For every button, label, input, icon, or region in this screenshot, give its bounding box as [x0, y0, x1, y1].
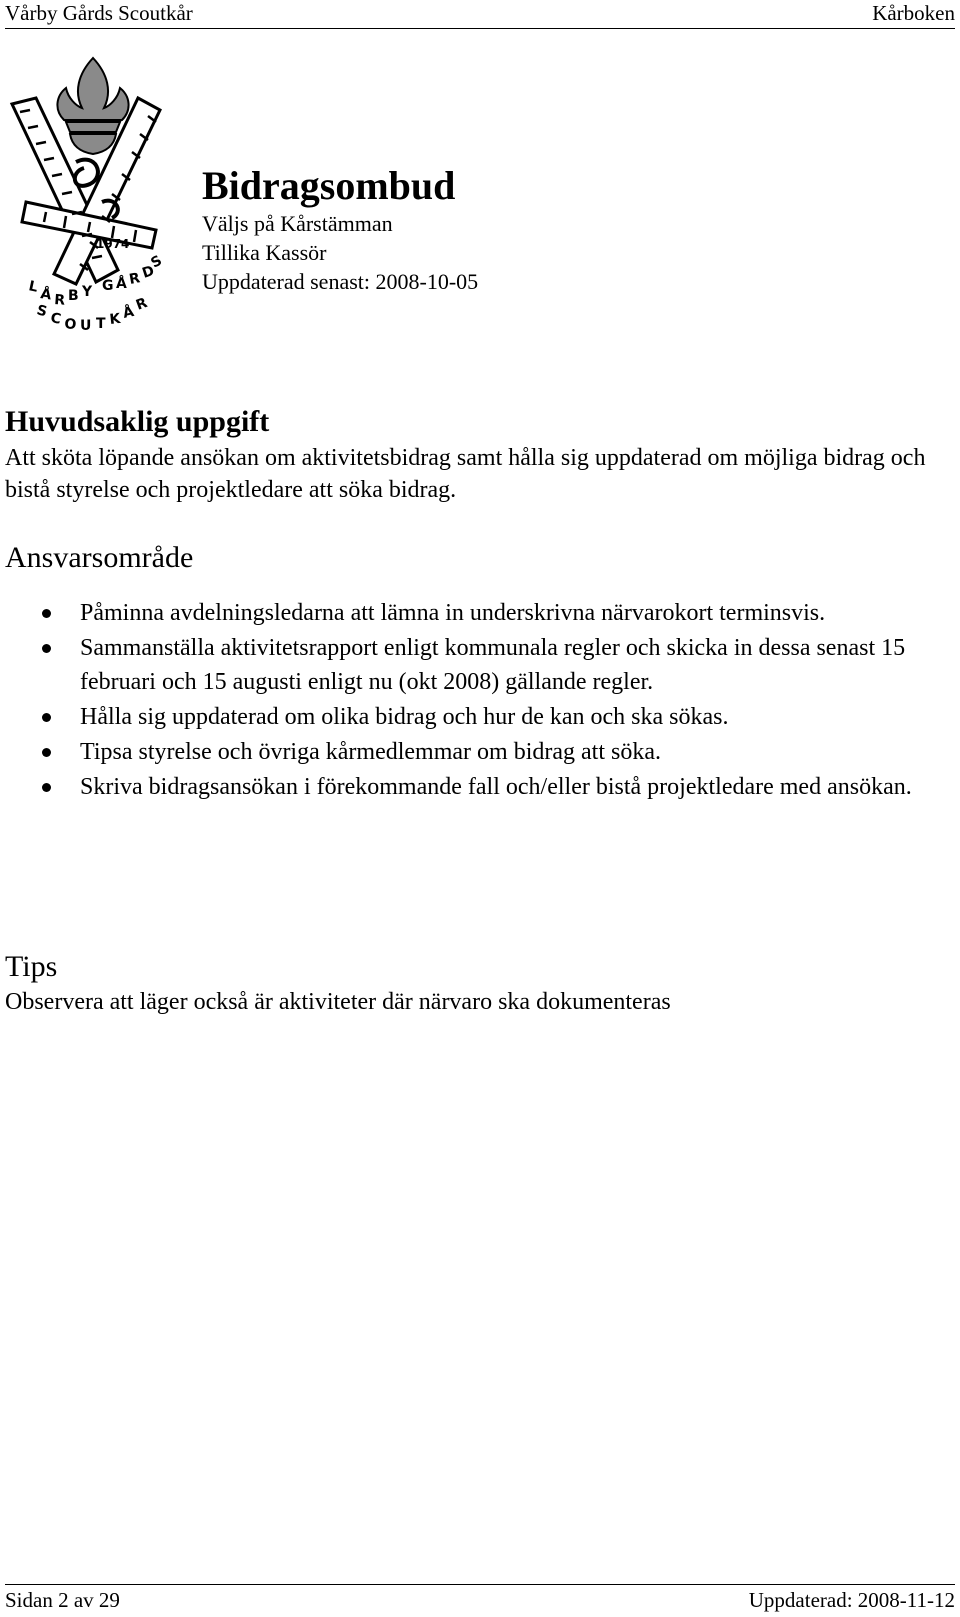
svg-text:D: D: [140, 262, 157, 282]
svg-text:K: K: [108, 310, 122, 328]
role-title: Bidragsombud: [202, 163, 456, 208]
svg-text:Å: Å: [116, 276, 127, 292]
list-item: Skriva bidragsansökan i förekommande fall och/eller bistå projektledare med ansökan.: [0, 770, 940, 804]
page-footer: [5, 1584, 955, 1615]
role-also: Tillika Kassör: [202, 240, 327, 265]
svg-text:U: U: [80, 318, 92, 334]
svg-text:Å: Å: [121, 304, 136, 322]
footer-updated: Uppdaterad: 2008-11-12: [748, 1588, 955, 1612]
bullet-icon: [42, 609, 51, 618]
footer-page-number: Sidan 2 av 29: [5, 1588, 120, 1612]
svg-text:T: T: [96, 316, 106, 332]
main-task-text: Att sköta löpande ansökan om aktivitetsbidrag samt hålla sig uppdaterad om möjliga bidrag och bistå styrelse och projektledare att söka bidrag.: [5, 445, 926, 503]
svg-text:S: S: [148, 252, 165, 272]
role-updated: Uppdaterad senast: 2008-10-05: [202, 269, 479, 294]
list-item: Hålla sig uppdaterad om olika bidrag och hur de kan och ska sökas.: [0, 700, 940, 734]
list-item: Sammanställa aktivitetsrapport enligt kommunala regler och skicka in dessa senast 15 februari och 15 augusti enligt nu (okt 2008) gällande regler.: [0, 631, 940, 699]
scout-emblem-icon: [6, 52, 180, 344]
page-header: [5, 0, 955, 29]
header-organization: Vårby Gårds Scoutkår: [5, 1, 193, 25]
svg-text:C: C: [49, 310, 63, 328]
svg-text:S: S: [35, 302, 49, 321]
logo-year: 1974: [96, 237, 130, 251]
role-title-block: [202, 163, 478, 296]
role-elected: Väljs på Kårstämman: [202, 211, 393, 236]
svg-text:O: O: [63, 316, 78, 334]
scout-logo: [6, 52, 180, 344]
main-task-heading: Huvudsaklig uppgift: [5, 405, 270, 438]
bullet-icon: [42, 644, 51, 653]
responsibilities-heading: Ansvarsområde: [5, 541, 194, 574]
svg-text:R: R: [127, 270, 142, 288]
tips-heading: Tips: [5, 950, 58, 983]
list-item: Påminna avdelningsledarna att lämna in underskrivna närvarokort terminsvis.: [0, 596, 940, 630]
svg-text:Y: Y: [82, 284, 93, 300]
tips-text: Observera att läger också är aktiviteter där närvaro ska dokumenteras: [5, 989, 671, 1015]
svg-text:L: L: [27, 278, 40, 296]
list-item: Tipsa styrelse och övriga kårmedlemmar om bidrag att söka.: [0, 735, 940, 769]
bullet-icon: [42, 783, 51, 792]
bullet-icon: [42, 748, 51, 757]
header-book-title: Kårboken: [872, 1, 955, 25]
svg-text:G: G: [102, 278, 114, 294]
svg-text:R: R: [133, 295, 150, 314]
bullet-icon: [42, 713, 51, 722]
svg-text:Å: Å: [39, 286, 53, 304]
svg-text:B: B: [68, 288, 79, 304]
svg-text:R: R: [53, 292, 66, 309]
responsibilities-list: [0, 596, 960, 805]
